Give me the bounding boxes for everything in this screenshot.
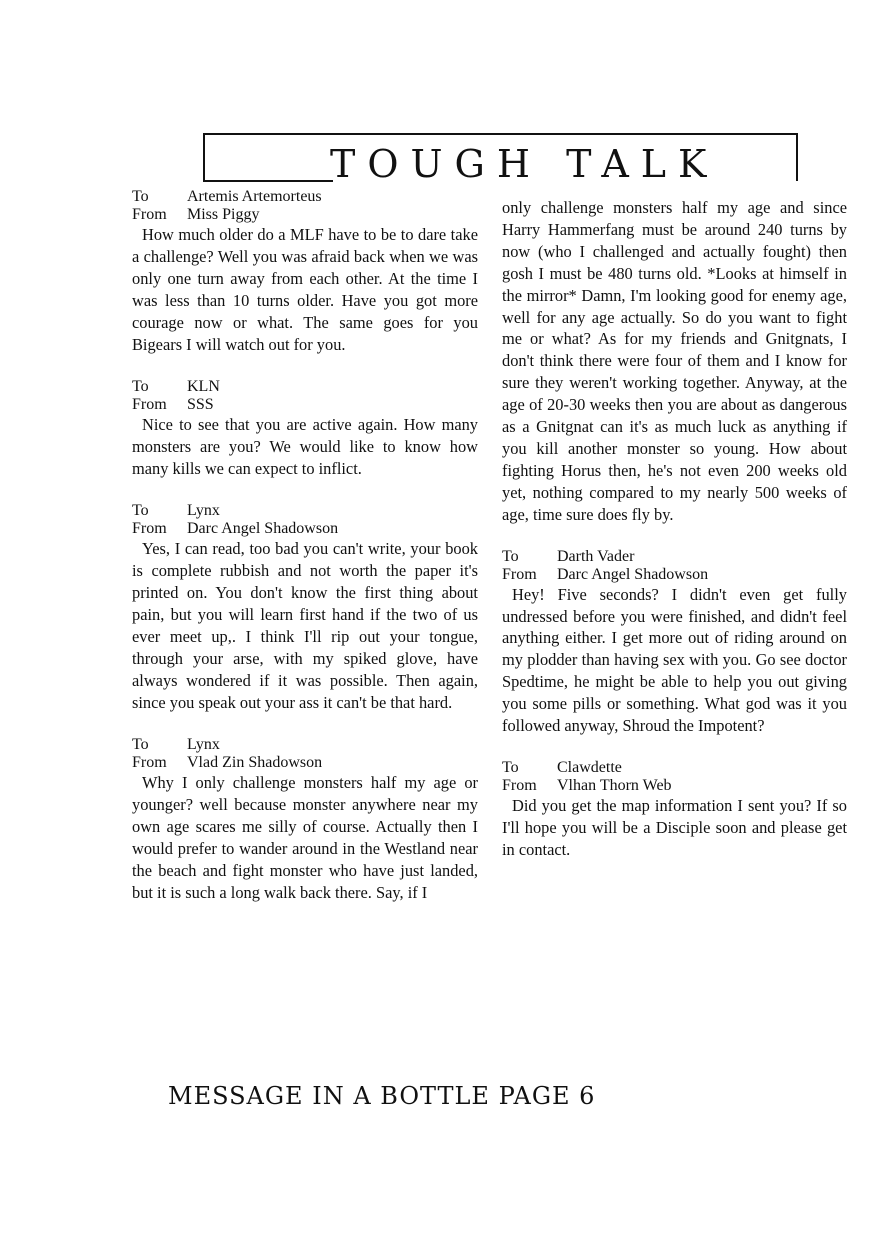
sender: Miss Piggy [187,206,260,223]
to-label: To [132,736,149,753]
letter-body: Yes, I can read, too bad you can't write, your book is complete rubbish and not worth the paper it's printed on. You don't know the first thing about pain, but you will learn first hand if the two of us ever meet up,. I think I'll rip out your tongue, through your arse, with my spiked glove, have always wondered if it was possible. Then again, since you speak out your ass it can't be that hard. [132,539,478,712]
letter-to-line [502,548,847,566]
letter [132,502,478,714]
recipient: KLN [187,378,220,395]
from-label: From [132,520,167,537]
letter-to-line [132,378,478,396]
from-label: From [132,754,167,771]
right-column [502,197,847,861]
from-label: From [502,776,537,794]
recipient: Lynx [187,502,220,519]
page-footer: MESSAGE IN A BOTTLE PAGE 6 [168,1082,596,1110]
section-title: TOUGH TALK [330,142,719,186]
header-underline [203,180,333,182]
letter-body: Why I only challenge monsters half my age or younger? well because monster anywhere near my own age scares me silly of course. Actually then I would prefer to wander around in the Westland near the beach and fight monster who have just landed, but it is such a long walk back there. Say, if I [132,773,478,902]
letter-from-line [132,754,478,772]
recipient: Lynx [187,736,220,753]
to-label: To [132,188,149,205]
to-label: To [502,758,519,776]
letter-to-line [132,188,478,206]
letter [132,736,478,904]
recipient: Artemis Artemorteus [187,188,322,205]
letter-from-line [132,396,478,414]
sender: Vlhan Thorn Web [557,776,672,794]
to-label: To [132,378,149,395]
letter [132,378,478,480]
from-label: From [502,565,537,583]
to-label: To [132,502,149,519]
letter-body: Nice to see that you are active again. How many monsters are you? We would like to know how many kills we can expect to inflict. [132,415,478,478]
letter-to-line [132,502,478,520]
sender: Darc Angel Shadowson [187,520,339,537]
from-label: From [132,206,167,223]
recipient: Clawdette [557,758,622,776]
from-label: From [132,396,167,413]
letter [502,548,847,737]
letter-from-line [502,777,847,795]
letter-body: Hey! Five seconds? I didn't even get fully undressed before you were finished, and didn't feel anything either. I get more out of riding around on my plodder than having sex with you. Go see doctor Spedtime, he might be able to help you out giving you some pills or something. What god was it you followed anyway, Shroud the Impotent? [502,584,847,736]
recipient: Darth Vader [557,547,635,565]
sender: SSS [187,396,214,413]
letter-body: Did you get the map information I sent you? If so I'll hope you will be a Disciple soon and please get in contact. [502,795,847,859]
sender: Vlad Zin Shadowson [187,754,323,771]
letter-body-continued: only challenge monsters half my age and since Harry Hammerfang must be around 240 turns by now (who I challenged and actually fought) then gosh I must be 480 turns old. *Looks at himself in the mirror* Damn, I'm looking good for enemy age, well for any age actually. So do you want to fight me or what? As for my friends and Gnitgnats, I don't think there were four of them and I know for sure they weren't working together. Anyway, at the age of 20-30 weeks then you are about as dangerous as a Gnitgnat can it's as much luck as anything if you kill another monster so young. How about fighting Horus then, he's not even 200 weeks old yet, nothing compared to my nearly 500 weeks of age, time sure does fly by. [502,198,847,524]
letter-from-line [502,566,847,584]
to-label: To [502,547,519,565]
letter [132,188,478,356]
letter-from-line [132,520,478,538]
letter [502,759,847,861]
letter-body: How much older do a MLF have to be to dare take a challenge? Well you was afraid back when we was only one turn away from each other. At the time I was less than 10 turns older. Have you got more courage now or what. The same goes for you Bigears I will watch out for you. [132,225,478,354]
sender: Darc Angel Shadowson [557,565,709,583]
left-column [132,188,478,904]
letter-to-line [132,736,478,754]
letter-from-line [132,206,478,224]
letter-to-line [502,759,847,777]
